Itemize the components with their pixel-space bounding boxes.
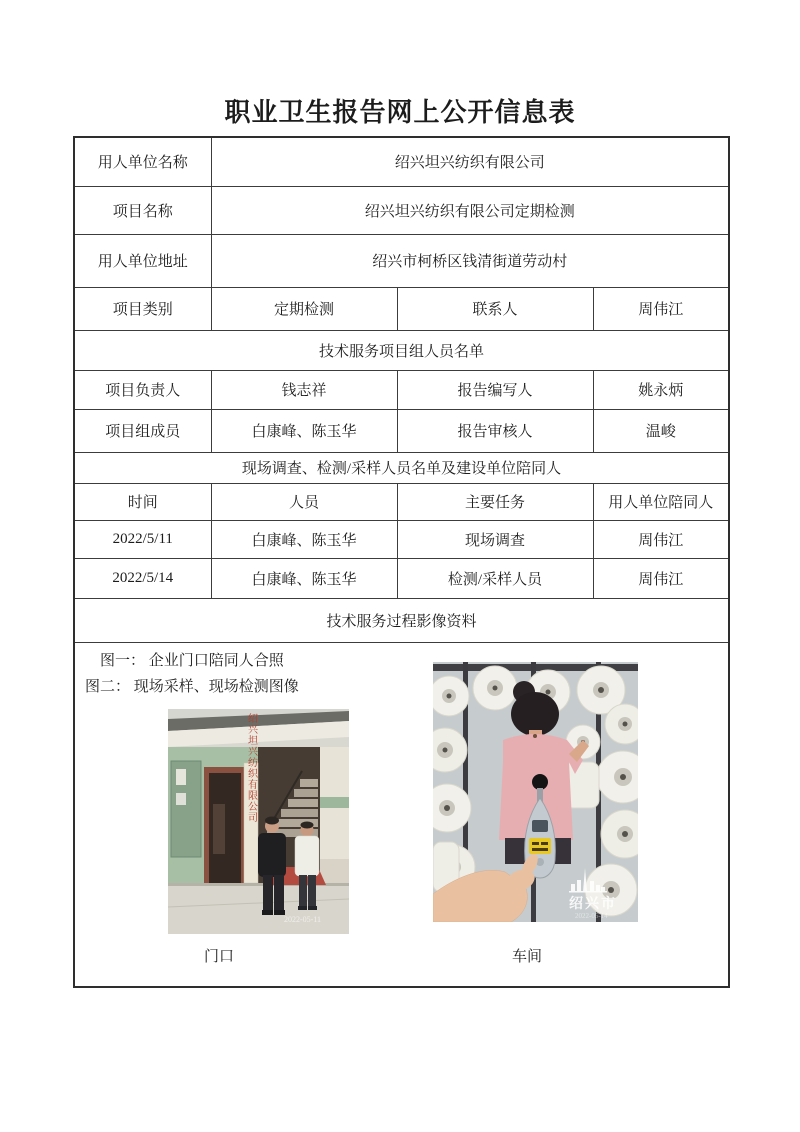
ground	[168, 883, 349, 934]
report-reviewer-value: 温峻	[593, 409, 729, 452]
doorway	[204, 767, 246, 885]
schedule-personnel: 白康峰、陈玉华	[211, 520, 397, 558]
employer-name-label: 用人单位名称	[74, 137, 211, 186]
project-name-value: 绍兴坦兴纺织有限公司定期检测	[211, 186, 729, 234]
contact-value: 周伟江	[593, 287, 729, 330]
watermark-date-text: 2022-05-14	[575, 911, 608, 920]
table-row	[74, 558, 729, 598]
table-row	[74, 520, 729, 558]
report-writer-label: 报告编写人	[397, 370, 593, 409]
team-members-label: 项目组成员	[74, 409, 211, 452]
team-members-value: 白康峰、陈玉华	[211, 409, 397, 452]
employer-name-value: 绍兴坦兴纺织有限公司	[211, 137, 729, 186]
company-sign-text: 绍兴坦兴纺织有限公司	[245, 712, 257, 823]
schedule-escort: 周伟江	[593, 558, 729, 598]
schedule-time: 2022/5/11	[74, 520, 211, 558]
media-cell	[74, 642, 729, 987]
report-writer-value: 姚永炳	[593, 370, 729, 409]
project-type-label: 项目类别	[74, 287, 211, 330]
schedule-header-personnel: 人员	[211, 483, 397, 520]
city-watermark-text: 绍兴市	[569, 896, 617, 912]
project-leader-value: 钱志祥	[211, 370, 397, 409]
team-section-header: 技术服务项目组人员名单	[74, 330, 729, 370]
figure2-caption: 图二： 现场采样、现场检测图像	[85, 678, 299, 695]
schedule-time: 2022/5/14	[74, 558, 211, 598]
project-type-value: 定期检测	[211, 287, 397, 330]
site-section-header: 现场调查、检测/采样人员名单及建设单位陪同人	[74, 452, 729, 483]
employer-address-label: 用人单位地址	[74, 234, 211, 287]
schedule-task: 检测/采样人员	[397, 558, 593, 598]
employer-address-value: 绍兴市柯桥区钱清街道劳动村	[211, 234, 729, 287]
schedule-header-time: 时间	[74, 483, 211, 520]
info-table	[73, 136, 730, 988]
entrance-watermark-date-text: 2022-05-11	[284, 914, 322, 924]
media-section-header: 技术服务过程影像资料	[74, 598, 729, 642]
entrance-photo-label: 门口	[203, 948, 234, 965]
figure-captions	[85, 648, 299, 700]
company-sign	[244, 712, 258, 882]
entrance-photo	[168, 709, 349, 934]
schedule-header-task: 主要任务	[397, 483, 593, 520]
workshop-photo	[433, 662, 638, 922]
project-leader-label: 项目负责人	[74, 370, 211, 409]
workshop-photo-label: 车间	[511, 948, 542, 965]
project-name-label: 项目名称	[74, 186, 211, 234]
report-reviewer-label: 报告审核人	[397, 409, 593, 452]
schedule-header-escort: 用人单位陪同人	[593, 483, 729, 520]
contact-label: 联系人	[397, 287, 593, 330]
schedule-personnel: 白康峰、陈玉华	[211, 558, 397, 598]
figure1-caption: 图一： 企业门口陪同人合照	[100, 652, 284, 669]
schedule-task: 现场调查	[397, 520, 593, 558]
page-title: 职业卫生报告网上公开信息表	[224, 98, 576, 127]
schedule-escort: 周伟江	[593, 520, 729, 558]
